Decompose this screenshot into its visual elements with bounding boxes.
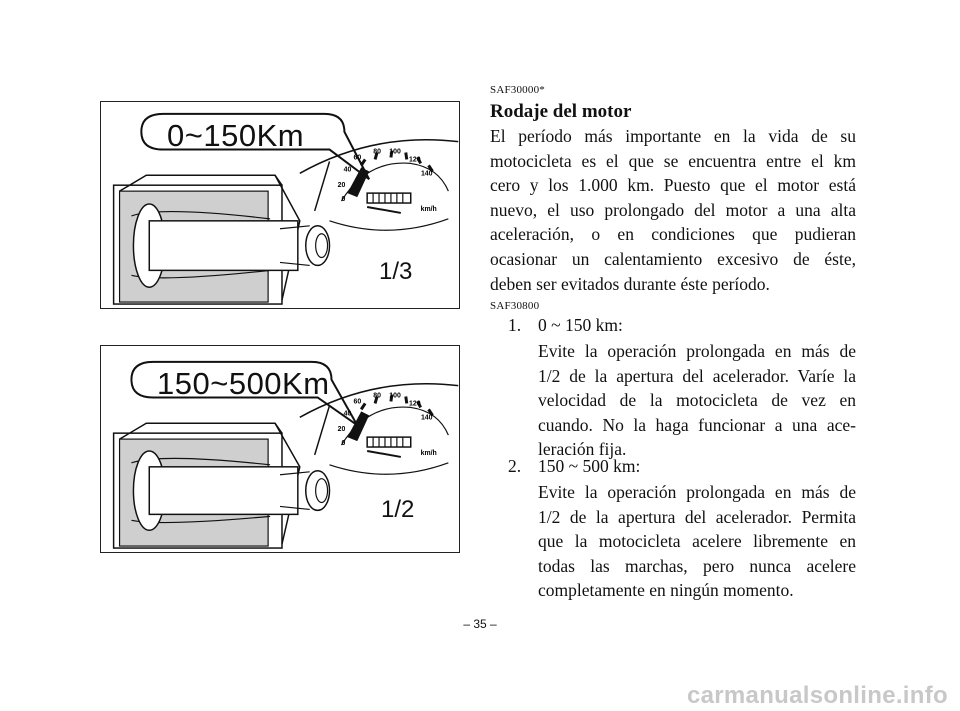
paragraph-line: motocicleta es el que se encuentra entre el km [490,150,856,171]
throttle-fraction: 1/3 [379,258,413,285]
paragraph-line: deben ser evitados durante éste período. [490,273,770,294]
speed-unit-label: km/h [420,205,437,213]
speedo-tick-label: 140 [420,170,433,178]
list-item-title: 150 ~ 500 km: [538,456,641,476]
paragraph-line: velocidad de la motocicleta de vez en [538,390,856,411]
intro-paragraph [490,124,856,296]
speedo-tick-label: 60 [353,398,362,406]
speedo-tick-label: 80 [373,148,382,156]
throttle-fraction: 1/2 [381,496,415,523]
speedo-tick-label: 120 [409,156,421,164]
figure-150-500km [100,345,460,553]
section-code: SAF30800 [490,300,540,312]
paragraph-line: cuando. No la haga funcionar a una ace- [538,414,856,435]
speedo-tick-label: 80 [373,392,382,400]
section-heading: Rodaje del motor [490,101,632,122]
watermark: carmanualsonline.info [686,682,948,709]
list-item-body [538,339,856,462]
speedo-tick-label: 60 [353,154,362,162]
list-item-body [538,480,856,603]
paragraph-line: completamente en ningún momento. [538,580,794,601]
page-number: – 35 – [463,617,497,631]
paragraph-line: aceleración, o en condiciones que pudieran [490,224,856,245]
range-label: 150~500Km [157,366,330,401]
paragraph-line: Evite la operación prolongada en más de [538,482,856,502]
range-label: 0~150Km [167,118,305,153]
speedo-tick-label: 0 [341,440,346,448]
speedo-tick-label: 20 [337,182,346,190]
speedo-tick-label: 20 [337,426,346,434]
speedo-tick-label: 0 [341,196,346,204]
paragraph-line: 1/2 de la apertura del acelerador. Varíe la [538,365,856,386]
paragraph-line: cero y los 1.000 km. Puesto que el motor está [490,175,856,196]
speed-unit-label: km/h [420,449,437,457]
speedo-tick-label: 100 [389,148,401,156]
paragraph-line: El período más importante en la vida de su [490,126,856,146]
list-item-number: 2. [508,456,522,476]
section-code: SAF30000* [490,84,545,96]
paragraph-line: ocasionar un calentamiento excesivo de éste, [490,248,856,269]
list-item-title: 0 ~ 150 km: [538,315,623,335]
figure-0-150km [100,101,460,309]
paragraph-line: nuevo, el uso prolongado del motor a una alta [490,199,856,220]
speedo-tick-label: 100 [389,392,401,400]
paragraph-line: leración fija. [538,439,627,460]
paragraph-line: 1/2 de la apertura del acelerador. Permita [538,506,856,527]
speedo-tick-label: 40 [343,410,352,418]
speedo-tick-label: 120 [409,400,421,408]
list-item-number: 1. [508,315,522,335]
paragraph-line: todas las marchas, pero nunca acelere [538,555,856,576]
paragraph-line: que la motocicleta acelere libremente en [538,531,856,552]
paragraph-line: Evite la operación prolongada en más de [538,341,856,361]
speedo-tick-label: 40 [343,166,352,174]
speedo-tick-label: 140 [420,414,433,422]
